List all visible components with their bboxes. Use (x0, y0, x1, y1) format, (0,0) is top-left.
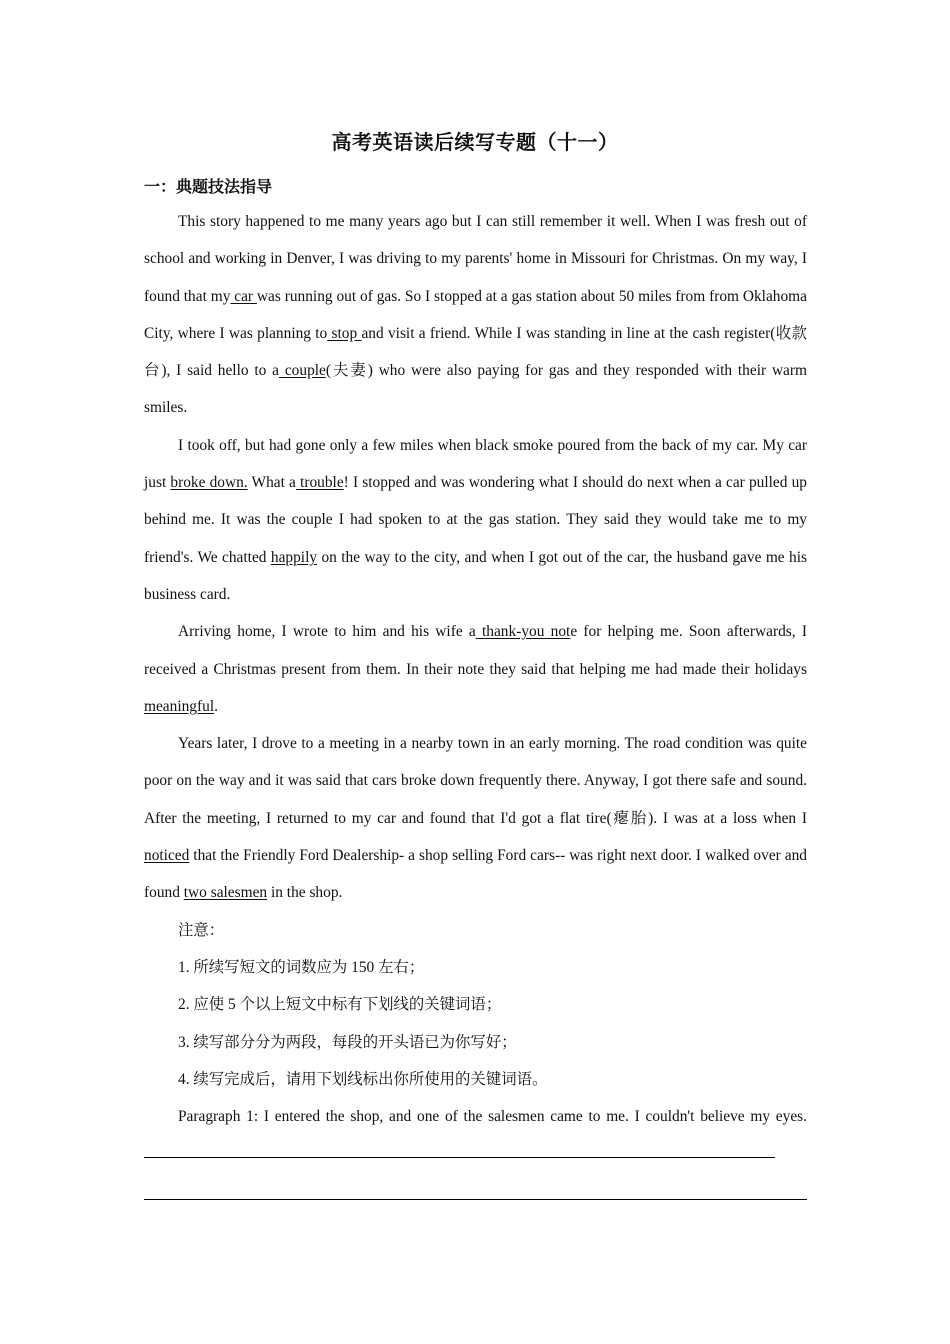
document-title: 高考英语读后续写专题（十一） (331, 132, 619, 154)
keyword-trouble: trouble (295, 474, 344, 492)
note-item: 2. 应使 5 个以上短文中标有下划线的关键词语； (178, 996, 502, 1014)
keyword-thank-you-note: thank-you not (475, 623, 571, 641)
paragraph-1-prompt (144, 1098, 807, 1173)
note-item: 4. 续写完成后，请用下划线标出你所使用的关键词语。 (178, 1070, 548, 1088)
text-run: This story happened to me many years ago but I can still remember it well. When I was fresh out of school and working in Denver, I was driving to my parents' home in Missouri for Christmas. On my way, I found that my (144, 213, 807, 305)
keyword-noticed: noticed (144, 847, 190, 865)
answer-line[interactable] (144, 1199, 807, 1200)
answer-line[interactable] (144, 1139, 775, 1158)
keyword-stop: stop (327, 324, 362, 342)
prompt-text: Paragraph 1: I entered the shop, and one of the salesmen came to me. I couldn't believe my eyes. (178, 1108, 807, 1126)
document-body (144, 203, 807, 1173)
keyword-couple: couple (279, 362, 326, 380)
keyword-meaningful: meaningful (144, 697, 215, 715)
note-item: 1. 所续写短文的词数应为 150 左右； (178, 958, 425, 976)
text-run: What a (247, 474, 296, 492)
section-heading: 一：典题技法指导 (144, 179, 273, 196)
notes-label: 注意： (178, 921, 225, 939)
story-paragraph-2 (144, 427, 807, 613)
story-paragraph-1 (144, 203, 807, 427)
keyword-happily: happily (270, 548, 318, 566)
keyword-broke-down: broke down. (170, 474, 248, 492)
text-run: I took off, but had gone only a few miles when black smoke poured from the back of my car. My car just (144, 436, 807, 492)
text-run: and visit a friend. While I was standing in line at the cash register(收款台), I said hello to a (144, 324, 807, 380)
text-run: Years later, I drove to a meeting in a nearby town in an early morning. The road condition was quite poor on the way and it was said that cars broke down frequently there. Anyway, I got there safe and sound. After the meeting, I returned to my car and found that I'd got a flat tire(瘪胎). I was at a loss when I (144, 735, 807, 827)
text-run: was running out of gas. So I stopped at a gas station about 50 miles from from Oklahoma City, where I was planning to (144, 287, 807, 342)
story-paragraph-3 (144, 613, 807, 725)
text-run: Arriving home, I wrote to him and his wife a (178, 623, 476, 641)
keyword-two-salesmen: two salesmen (183, 884, 268, 902)
text-run: e for helping me. Soon afterwards, I received a Christmas present from them. In their note they said that helping me had made their holidays (144, 623, 807, 678)
text-run: in the shop. (267, 884, 343, 902)
story-paragraph-4 (144, 725, 807, 911)
note-item: 3. 续写部分分为两段，每段的开头语已为你写好； (178, 1033, 517, 1051)
keyword-car: car (230, 287, 257, 305)
text-run: (夫妻) who were also paying for gas and they responded with their warm smiles. (144, 362, 807, 417)
text-run: ! I stopped and was wondering what I should do next when a car pulled up behind me. It was the couple I had spoken to at the gas station. They said they would take me to my friend's. We chatted (144, 474, 807, 566)
text-run: . (214, 697, 218, 715)
text-run: that the Friendly Ford Dealership- a shop selling Ford cars-- was right next door. I walked over and found (144, 847, 807, 902)
text-run: on the way to the city, and when I got out of the car, the husband gave me his business card. (144, 548, 808, 603)
